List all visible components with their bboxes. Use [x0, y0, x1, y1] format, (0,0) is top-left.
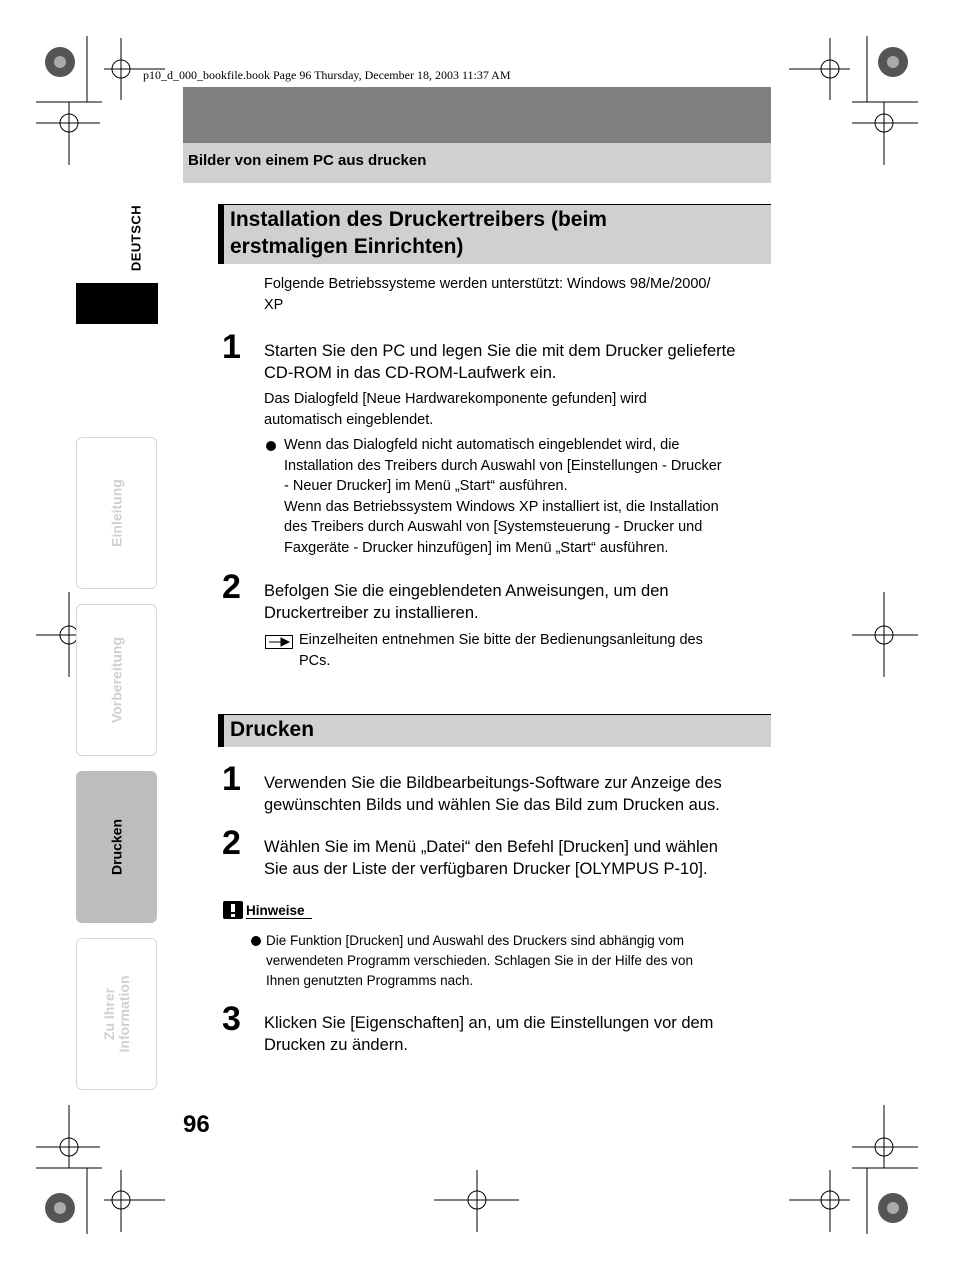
header-bar	[183, 87, 771, 143]
step-number: 3	[222, 1000, 241, 1038]
step-text: Klicken Sie [Eigenschaften] an, um die Einstellungen vor dem Drucken zu ändern.	[264, 1014, 714, 1054]
step-number: 2	[222, 824, 241, 862]
hint-text: Die Funktion [Drucken] und Auswahl des Druckers sind abhängig vom verwendeten Programm verschieden. Schlagen Sie in der Hilfe des von Ihnen genutzten Programms nach.	[266, 933, 693, 988]
tab-label: Zu Ihrer Information	[100, 975, 132, 1053]
bullet-text: Wenn das Dialogfeld nicht automatisch eingeblendet wird, die Installation des Treibers durch Auswahl von [Einstellungen - Drucker - Neuer Drucker] im Menü „Start“ ausführen. Wenn das Betriebssystem Windows XP installiert ist, die Installation des Treibers durch Auswahl von [Systemsteuerung - Drucker und Faxgeräte - Drucker hinzufügen] im Menü „Start“ ausführen.	[284, 437, 722, 556]
tab-zu-ihrer-information[interactable]	[76, 938, 157, 1090]
os-support-text: Folgende Betriebssysteme werden unterstützt: Windows 98/Me/2000/ XP	[264, 276, 711, 313]
reference-text: Einzelheiten entnehmen Sie bitte der Bedienungsanleitung des PCs.	[299, 632, 703, 669]
language-label: DEUTSCH	[128, 204, 144, 271]
tab-vorbereitung[interactable]	[76, 604, 157, 756]
section-heading-drucken: Drucken	[218, 714, 771, 747]
step-number: 1	[222, 760, 241, 798]
bullet-icon	[266, 441, 276, 451]
hints-label: Hinweise	[246, 903, 312, 919]
warning-icon	[223, 901, 243, 919]
chapter-subtitle-bar	[183, 143, 771, 183]
step-number: 2	[222, 568, 241, 606]
file-slug: p10_d_000_bookfile.book Page 96 Thursday, December 18, 2003 11:37 AM	[143, 68, 511, 82]
section-heading-installation: Installation des Druckertreibers (beim erstmaligen Einrichten)	[218, 204, 771, 264]
step-text: Verwenden Sie die Bildbearbeitungs-Software zur Anzeige des gewünschten Bilds und wählen Sie das Bild zum Drucken aus.	[264, 774, 722, 814]
page-number: 96	[183, 1111, 210, 1138]
step-number: 1	[222, 328, 241, 366]
tab-einleitung[interactable]	[76, 437, 157, 589]
tab-label: Vorbereitung	[108, 636, 124, 724]
tab-label: Einleitung	[108, 479, 124, 547]
tab-label: Drucken	[108, 818, 124, 876]
step-text: Befolgen Sie die eingeblendeten Anweisungen, um den Druckertreiber zu installieren.	[264, 582, 669, 622]
reference-icon	[265, 635, 293, 649]
step-note: Das Dialogfeld [Neue Hardwarekomponente gefunden] wird automatisch eingeblendet.	[264, 391, 647, 428]
tab-drucken[interactable]	[76, 771, 157, 923]
bullet-icon	[251, 936, 261, 946]
chapter-subtitle: Bilder von einem PC aus drucken	[188, 152, 427, 169]
language-marker	[76, 283, 158, 324]
step-text: Wählen Sie im Menü „Datei“ den Befehl [Drucken] und wählen Sie aus der Liste der verfügbaren Drucker [OLYMPUS P-10].	[264, 838, 718, 878]
step-text: Starten Sie den PC und legen Sie die mit dem Drucker gelieferte CD-ROM in das CD-ROM-Laufwerk ein.	[264, 342, 736, 382]
